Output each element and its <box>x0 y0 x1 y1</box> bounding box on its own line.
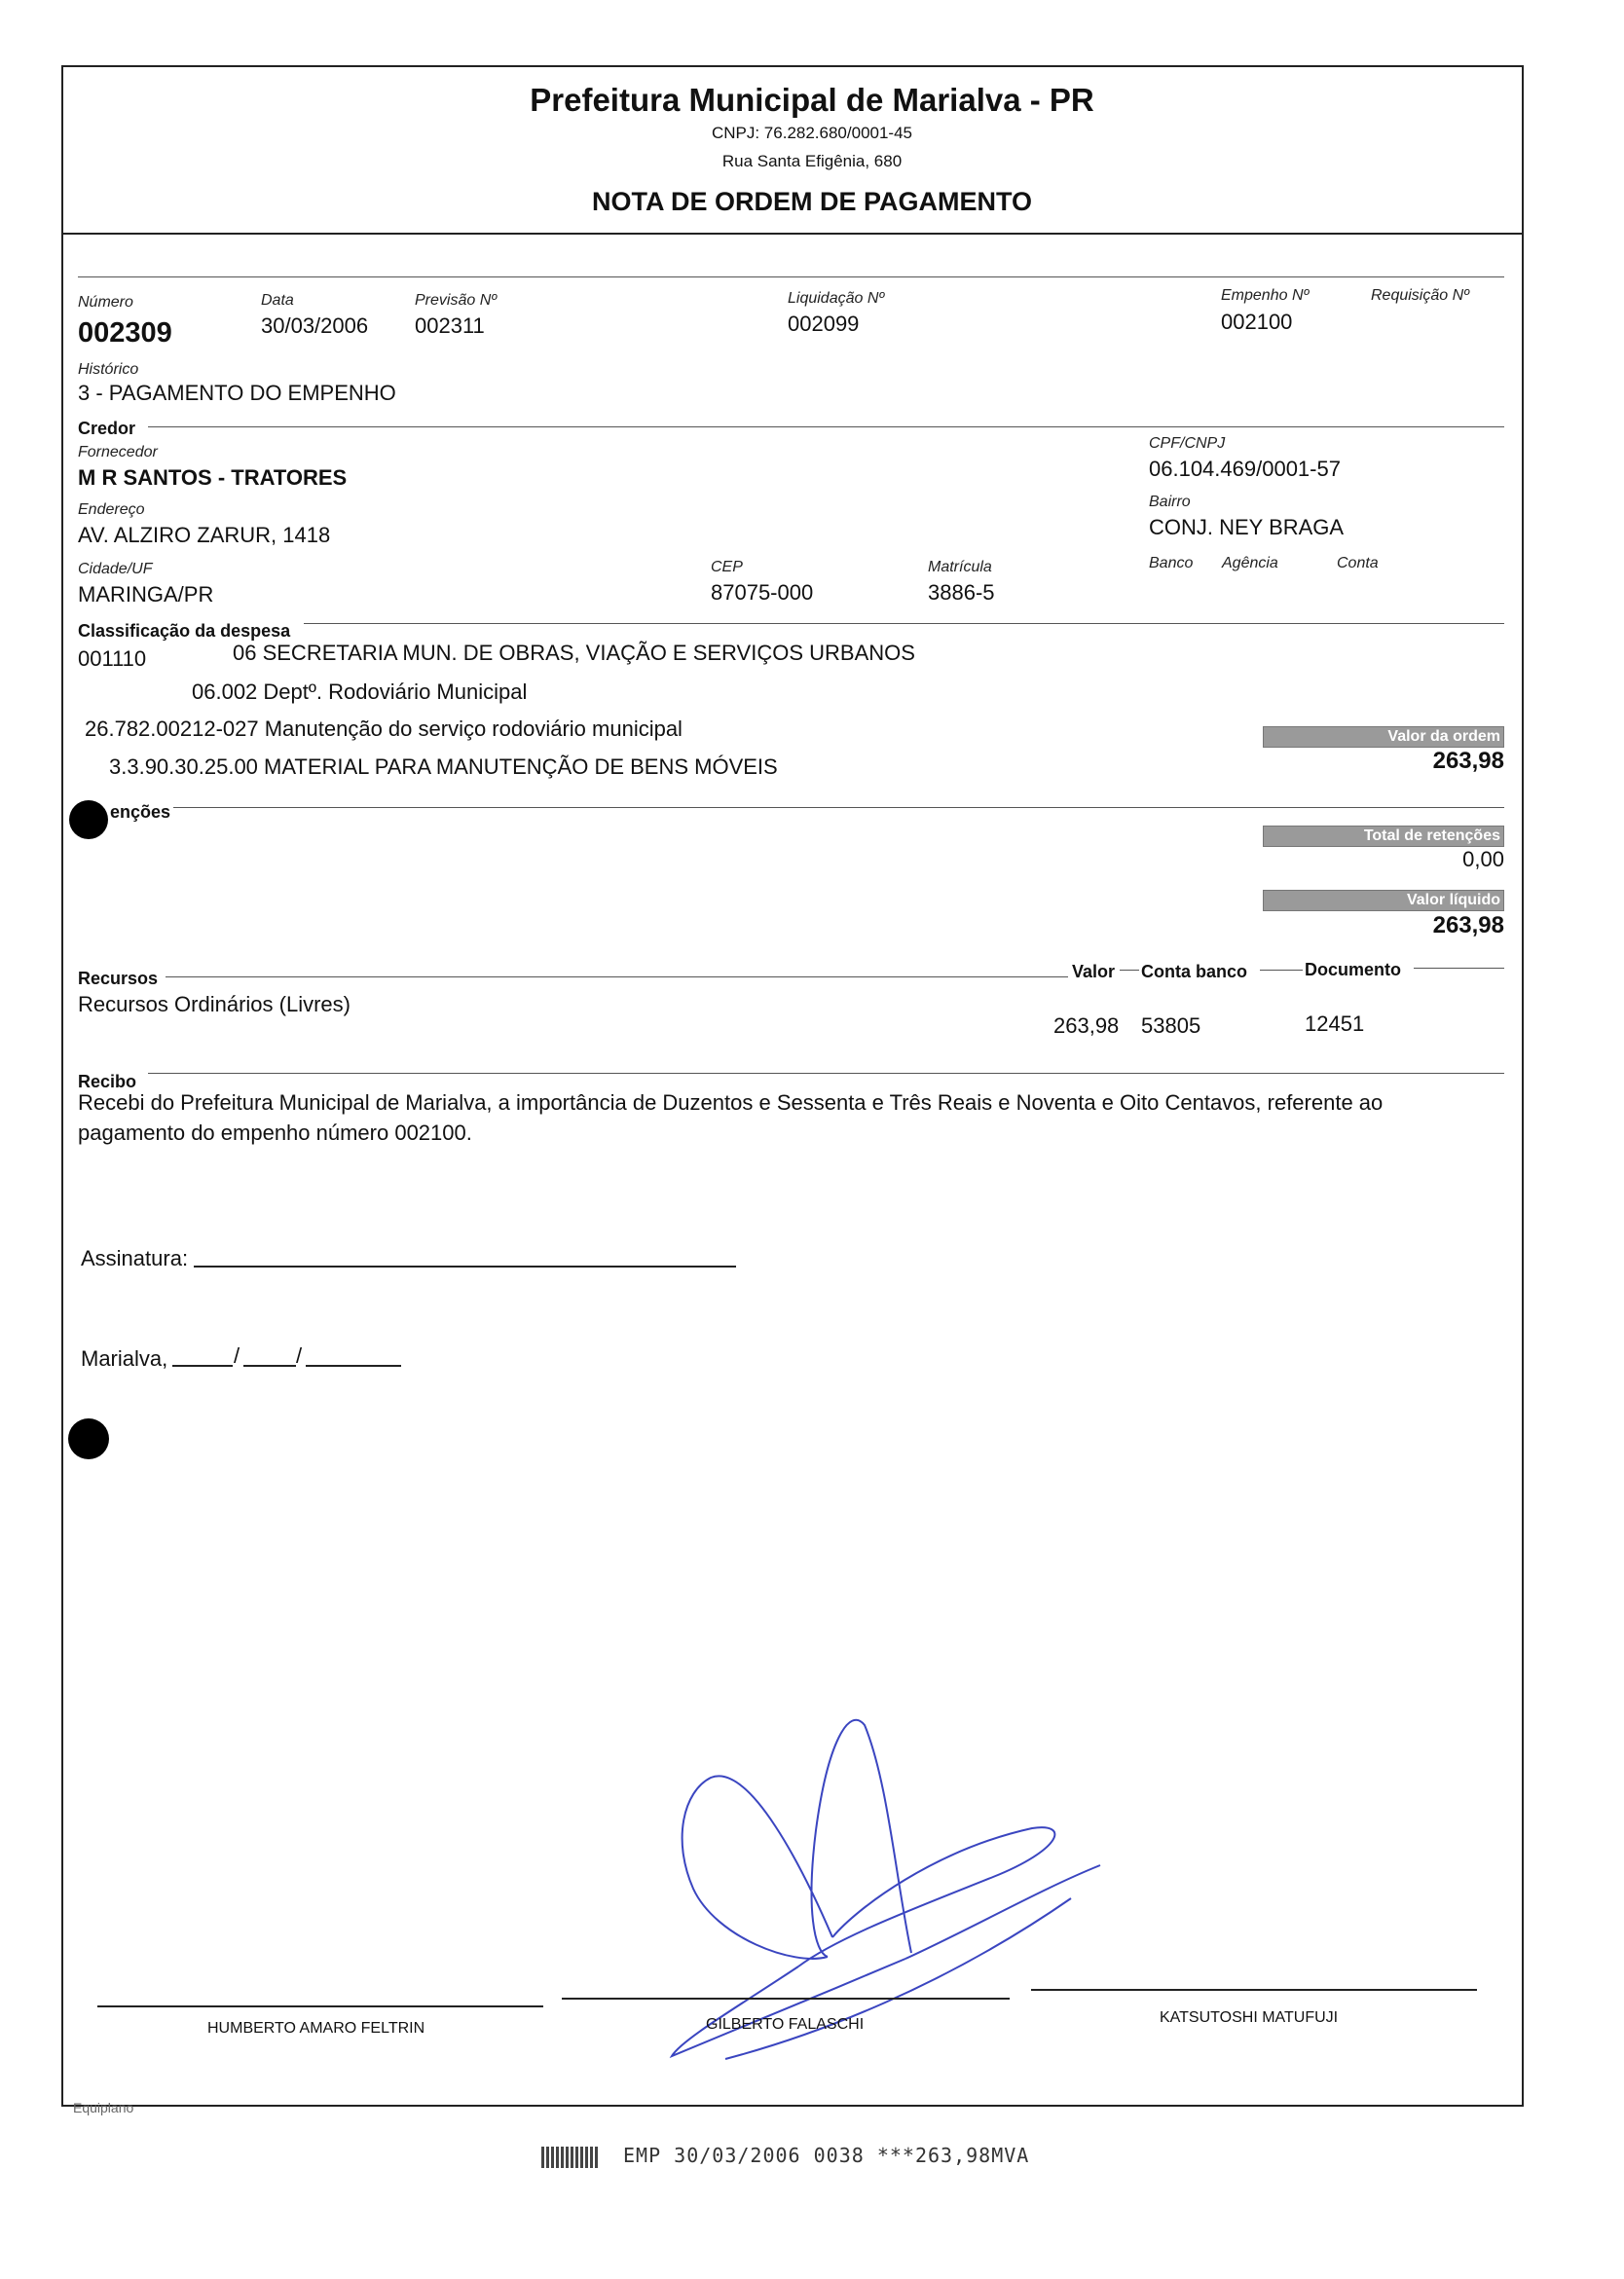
banco-label: Banco <box>1149 555 1194 571</box>
bank-stamp-text: EMP 30/03/2006 0038 ***263,98MVA <box>623 2144 1030 2167</box>
liquidacao-value: 002099 <box>788 312 860 336</box>
fornecedor-label: Fornecedor <box>78 444 158 460</box>
credor-section-title: Credor <box>78 419 136 438</box>
empenho-value: 002100 <box>1221 310 1293 334</box>
divider <box>166 976 1068 977</box>
bairro-value: CONJ. NEY BRAGA <box>1149 515 1345 539</box>
local-label: Marialva, <box>81 1346 168 1371</box>
empenho-label: Empenho Nº <box>1221 287 1310 304</box>
header-divider <box>61 233 1524 235</box>
divider <box>78 276 1504 277</box>
recursos-valor-label: Valor <box>1072 962 1116 981</box>
total-retencoes-value: 0,00 <box>1462 847 1504 871</box>
recursos-valor: 263,98 <box>1053 1013 1120 1038</box>
punch-hole <box>68 1418 109 1459</box>
cpf-label: CPF/CNPJ <box>1149 435 1226 452</box>
signature-line-3 <box>1031 1989 1477 1991</box>
recibo-text-line1: Recebi do Prefeitura Municipal de Marialva, a importância de Duzentos e Sessenta e Três Reais e Noventa e Oito Centavos, referente ao <box>78 1090 1384 1115</box>
recibo-section-title: Recibo <box>78 1072 137 1091</box>
divider <box>1414 968 1504 969</box>
total-retencoes-bar: Total de retenções <box>1263 826 1504 847</box>
recursos-conta-label: Conta banco <box>1141 962 1248 981</box>
classificacao-dept: 06.002 Deptº. Rodoviário Municipal <box>192 680 528 704</box>
matricula-value: 3886-5 <box>928 580 995 605</box>
cpf-value: 06.104.469/0001-57 <box>1149 457 1341 481</box>
org-cnpj: CNPJ: 76.282.680/0001-45 <box>711 124 913 142</box>
cep-value: 87075-000 <box>711 580 814 605</box>
classificacao-elemento: 3.3.90.30.25.00 MATERIAL PARA MANUTENÇÃO DE BENS MÓVEIS <box>109 754 778 779</box>
recursos-conta: 53805 <box>1141 1013 1201 1038</box>
valor-ordem-bar: Valor da ordem <box>1263 726 1504 748</box>
signatory-2: GILBERTO FALASCHI <box>706 2016 865 2033</box>
software-mark: Equiplano <box>73 2100 134 2115</box>
conta-label: Conta <box>1337 555 1379 571</box>
classificacao-secretaria: 06 SECRETARIA MUN. DE OBRAS, VIAÇÃO E SERVIÇOS URBANOS <box>233 641 915 665</box>
retencoes-section-title: enções <box>110 802 171 822</box>
endereco-label: Endereço <box>78 501 145 518</box>
valor-ordem-value: 263,98 <box>1432 748 1504 774</box>
org-title: Prefeitura Municipal de Marialva - PR <box>530 82 1094 118</box>
signature-line-2 <box>562 1998 1010 2000</box>
previsao-value: 002311 <box>415 313 485 338</box>
cep-label: CEP <box>711 559 743 575</box>
assinatura-label: Assinatura: <box>81 1246 189 1270</box>
agencia-label: Agência <box>1222 555 1278 571</box>
recursos-descricao: Recursos Ordinários (Livres) <box>78 992 351 1016</box>
recursos-section-title: Recursos <box>78 969 159 988</box>
classificacao-programa: 26.782.00212-027 Manutenção do serviço rodoviário municipal <box>85 717 683 741</box>
cidade-label: Cidade/UF <box>78 561 153 577</box>
data-label: Data <box>261 292 294 309</box>
divider <box>148 1073 1504 1074</box>
divider <box>148 426 1504 427</box>
divider <box>1260 970 1303 971</box>
fornecedor-value: M R SANTOS - TRATORES <box>78 465 348 490</box>
numero-label: Número <box>78 294 133 311</box>
date-slash-1: / <box>234 1343 240 1368</box>
recibo-text-line2: pagamento do empenho número 002100. <box>78 1121 472 1145</box>
date-slash-2: / <box>296 1343 303 1368</box>
handwritten-signature <box>623 1713 1129 2074</box>
valor-liquido-bar: Valor líquido <box>1263 890 1504 911</box>
divider <box>1120 970 1139 971</box>
cidade-value: MARINGA/PR <box>78 582 214 607</box>
punch-hole <box>69 800 108 839</box>
bank-stamp-logo <box>541 2147 600 2168</box>
document-title: NOTA DE ORDEM DE PAGAMENTO <box>591 187 1032 216</box>
requisicao-label: Requisição Nº <box>1371 287 1469 304</box>
bairro-label: Bairro <box>1149 494 1191 510</box>
historico-label: Histórico <box>78 361 139 378</box>
date-year-line <box>306 1365 401 1367</box>
data-value: 30/03/2006 <box>261 313 369 338</box>
date-day-line <box>172 1365 233 1367</box>
date-month-line <box>243 1365 296 1367</box>
org-address: Rua Santa Efigênia, 680 <box>721 152 903 170</box>
recursos-documento: 12451 <box>1305 1011 1365 1036</box>
liquidacao-label: Liquidação Nº <box>788 290 885 307</box>
classificacao-section-title: Classificação da despesa <box>78 621 291 641</box>
previsao-label: Previsão Nº <box>415 292 498 309</box>
classificacao-code: 001110 <box>78 646 147 671</box>
valor-liquido-value: 263,98 <box>1432 912 1504 938</box>
matricula-label: Matrícula <box>928 559 992 575</box>
signature-line-1 <box>97 2005 543 2007</box>
signatory-1: HUMBERTO AMARO FELTRIN <box>207 2020 425 2037</box>
endereco-value: AV. ALZIRO ZARUR, 1418 <box>78 523 331 547</box>
assinatura-line <box>194 1266 736 1268</box>
recursos-documento-label: Documento <box>1305 960 1401 979</box>
signatory-3: KATSUTOSHI MATUFUJI <box>1160 2009 1339 2026</box>
divider <box>304 623 1504 624</box>
historico-value: 3 - PAGAMENTO DO EMPENHO <box>78 381 396 405</box>
divider <box>173 807 1504 808</box>
numero-value: 002309 <box>78 317 172 349</box>
